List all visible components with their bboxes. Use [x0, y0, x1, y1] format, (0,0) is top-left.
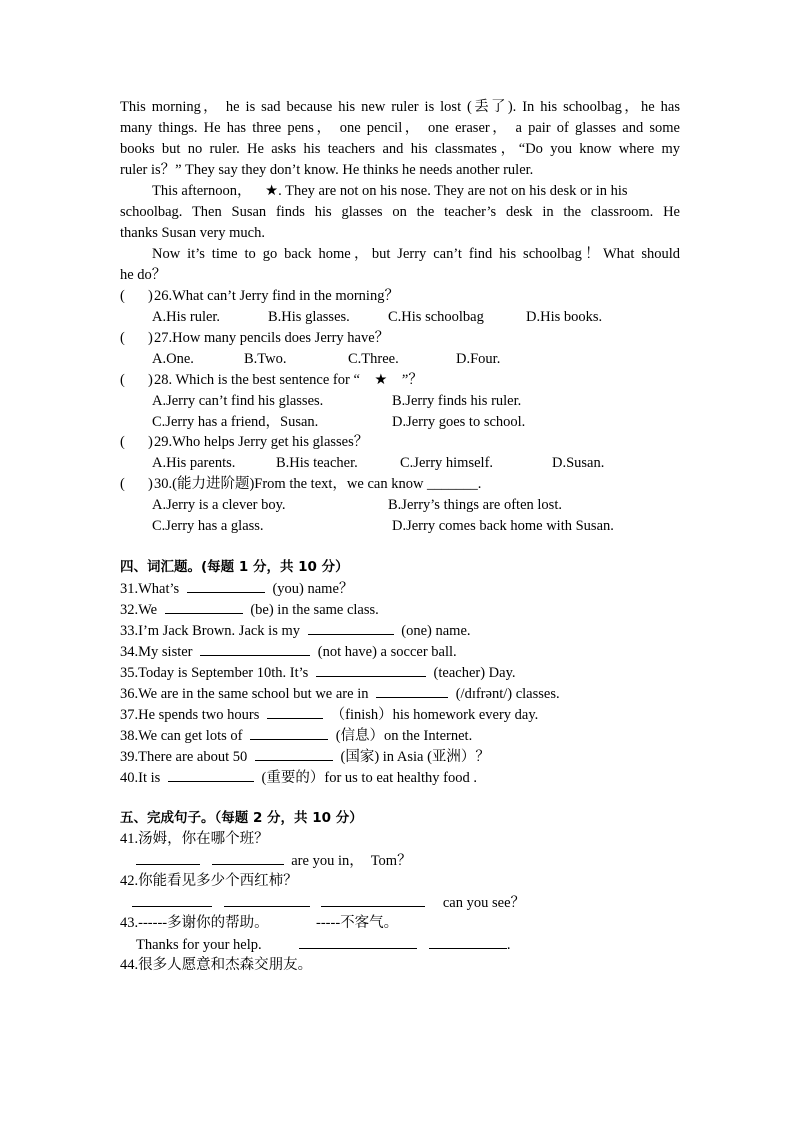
vocab-34: [120, 641, 680, 661]
option-d: D.His books.: [526, 309, 603, 325]
answer-blank[interactable]: [321, 892, 425, 907]
vocab-35: [120, 662, 680, 682]
option-d: D.Four.: [456, 351, 501, 367]
option-c: C.Jerry has a friend，Susan.: [152, 414, 319, 430]
sentence-41-answer: [120, 850, 680, 870]
answer-blank[interactable]: [212, 850, 284, 865]
options-27: [120, 349, 680, 369]
answer-blank[interactable]: [308, 620, 394, 635]
sentence-44-prompt: 44.很多人愿意和杰森交朋友。: [120, 957, 313, 973]
options-28-row2: [120, 412, 680, 432]
question-26: [120, 286, 680, 306]
options-29: [120, 453, 680, 473]
answer-blank[interactable]: [224, 892, 310, 907]
section-4-title: 四、词汇题。(每题 1 分，共 10 分）: [120, 559, 349, 575]
answer-blank[interactable]: [250, 725, 328, 740]
answer-blank[interactable]: [255, 746, 333, 761]
question-28: [120, 370, 680, 390]
answer-blank[interactable]: [316, 662, 426, 677]
option-d: D.Jerry goes to school.: [392, 414, 526, 430]
passage-text: This afternoon，: [152, 183, 252, 199]
sentence-period: .: [506, 937, 511, 953]
question-text: 26.What can’t Jerry find in the morning？: [154, 288, 399, 304]
options-30-row1: [120, 495, 680, 515]
sentence-text: can you see？: [442, 895, 526, 911]
option-b: B.His glasses.: [268, 309, 350, 325]
options-30-row2: [120, 516, 680, 536]
option-d: D.Jerry comes back home with Susan.: [392, 518, 614, 534]
question-text: 29.Who helps Jerry get his glasses？: [154, 434, 369, 450]
answer-bracket-close: ): [148, 288, 153, 304]
option-b: B.Jerry’s things are often lost.: [388, 497, 562, 513]
vocab-post: (信息）on the Internet.: [335, 728, 473, 744]
sentence-text: are you in， Tom？: [291, 853, 412, 869]
vocab-pre: 40.It is: [120, 770, 161, 786]
sentence-43-answer: [120, 934, 680, 954]
sentence-text: Thanks for your help.: [136, 937, 262, 953]
answer-bracket-close: ): [148, 372, 153, 388]
vocab-post: (/dɪfrənt/) classes.: [455, 686, 560, 702]
vocab-pre: 33.I’m Jack Brown. Jack is my: [120, 623, 301, 639]
sentence-42-answer: [120, 892, 680, 912]
passage-line: books but no ruler. He asks his teachers and his classmates，“Do you know where my: [120, 141, 680, 157]
vocab-post: (be) in the same class.: [250, 602, 379, 618]
vocab-39: [120, 746, 680, 766]
option-b: B.His teacher.: [276, 455, 358, 471]
vocab-pre: 36.We are in the same school but we are in: [120, 686, 369, 702]
dialog-line-2: -----不客气。: [316, 915, 399, 931]
answer-blank[interactable]: [136, 850, 200, 865]
option-c: C.Jerry has a glass.: [152, 518, 264, 534]
vocab-pre: 39.There are about 50: [120, 749, 248, 765]
option-c: C.Jerry himself.: [400, 455, 494, 471]
answer-blank[interactable]: [132, 892, 212, 907]
passage-line: [152, 181, 680, 201]
vocab-post: (not have) a soccer ball.: [317, 644, 457, 660]
answer-bracket-open: (: [120, 288, 125, 304]
answer-bracket-open: (: [120, 372, 125, 388]
sentence-43-prompt: [120, 913, 680, 933]
vocab-pre: 35.Today is September 10th. It’s: [120, 665, 309, 681]
vocab-32: [120, 599, 680, 619]
answer-bracket-close: ): [148, 434, 153, 450]
vocab-pre: 34.My sister: [120, 644, 193, 660]
vocab-37: [120, 704, 680, 724]
passage-line: This morning， he is sad because his new ruler is lost (丢了). In his schoolbag，he has: [120, 99, 680, 115]
sentence-42-prompt: 42.你能看见多少个西红柿？: [120, 873, 298, 889]
answer-blank[interactable]: [267, 704, 323, 719]
answer-blank[interactable]: [200, 641, 310, 656]
passage-line: schoolbag. Then Susan finds his glasses on the teacher’s desk in the classroom. He: [120, 204, 680, 220]
vocab-post: (you) name？: [272, 581, 354, 597]
answer-bracket-open: (: [120, 330, 125, 346]
passage-line: thanks Susan very much.: [120, 225, 265, 241]
vocab-31: [120, 578, 680, 598]
question-29: [120, 432, 680, 452]
vocab-pre: 37.He spends two hours: [120, 707, 260, 723]
star-icon: ★: [265, 183, 279, 199]
option-a: A.Jerry can’t find his glasses.: [152, 393, 324, 409]
question-30: [120, 474, 680, 494]
vocab-38: [120, 725, 680, 745]
option-a: A.Jerry is a clever boy.: [152, 497, 286, 513]
option-b: B.Two.: [244, 351, 287, 367]
passage-line: Now it’s time to go back home，but Jerry can’t find his schoolbag！What should: [152, 246, 680, 262]
vocab-40: [120, 767, 680, 787]
answer-bracket-close: ): [148, 330, 153, 346]
vocab-pre: 38.We can get lots of: [120, 728, 243, 744]
vocab-post: (teacher) Day.: [433, 665, 516, 681]
vocab-pre: 32.We: [120, 602, 158, 618]
passage-line: many things. He has three pens， one pencil， one eraser， a pair of glasses and some: [120, 120, 680, 136]
answer-blank[interactable]: [376, 683, 448, 698]
question-text: 28. Which is the best sentence for “ ★ ”？: [154, 372, 423, 388]
question-text: 27.How many pencils does Jerry have？: [154, 330, 390, 346]
vocab-post: (重要的）for us to eat healthy food .: [261, 770, 477, 786]
answer-blank[interactable]: [429, 934, 507, 949]
passage-line: he do？: [120, 267, 167, 283]
options-28-row1: [120, 391, 680, 411]
option-a: A.His ruler.: [152, 309, 221, 325]
vocab-post: (one) name.: [401, 623, 471, 639]
passage-text: . They are not on his nose. They are not on his desk or in his: [278, 183, 628, 199]
answer-bracket-open: (: [120, 434, 125, 450]
vocab-pre: 31.What’s: [120, 581, 180, 597]
vocab-33: [120, 620, 680, 640]
vocab-36: [120, 683, 680, 703]
option-c: C.His schoolbag: [388, 309, 484, 325]
option-a: A.His parents.: [152, 455, 236, 471]
answer-blank[interactable]: [187, 578, 265, 593]
vocab-post: （finish）his homework every day.: [330, 707, 539, 723]
answer-blank[interactable]: [299, 934, 417, 949]
answer-blank[interactable]: [168, 767, 254, 782]
option-a: A.One.: [152, 351, 194, 367]
answer-blank[interactable]: [165, 599, 243, 614]
option-c: C.Three.: [348, 351, 399, 367]
dialog-line-1: 43.------多谢你的帮助。: [120, 915, 269, 931]
question-text: 30.(能力进阶题)From the text，we can know _______.: [154, 476, 482, 492]
options-26: [120, 307, 680, 327]
sentence-41-prompt: 41.汤姆，你在哪个班？: [120, 831, 269, 847]
option-b: B.Jerry finds his ruler.: [392, 393, 522, 409]
section-5-title: 五、完成句子。（每题 2 分，共 10 分）: [120, 810, 363, 826]
answer-bracket-close: ): [148, 476, 153, 492]
question-27: [120, 328, 680, 348]
option-d: D.Susan.: [552, 455, 605, 471]
passage-line: ruler is？” They say they don’t know. He thinks he needs another ruler.: [120, 162, 534, 178]
vocab-post: (国家) in Asia (亚洲）？: [340, 749, 490, 765]
answer-bracket-open: (: [120, 476, 125, 492]
